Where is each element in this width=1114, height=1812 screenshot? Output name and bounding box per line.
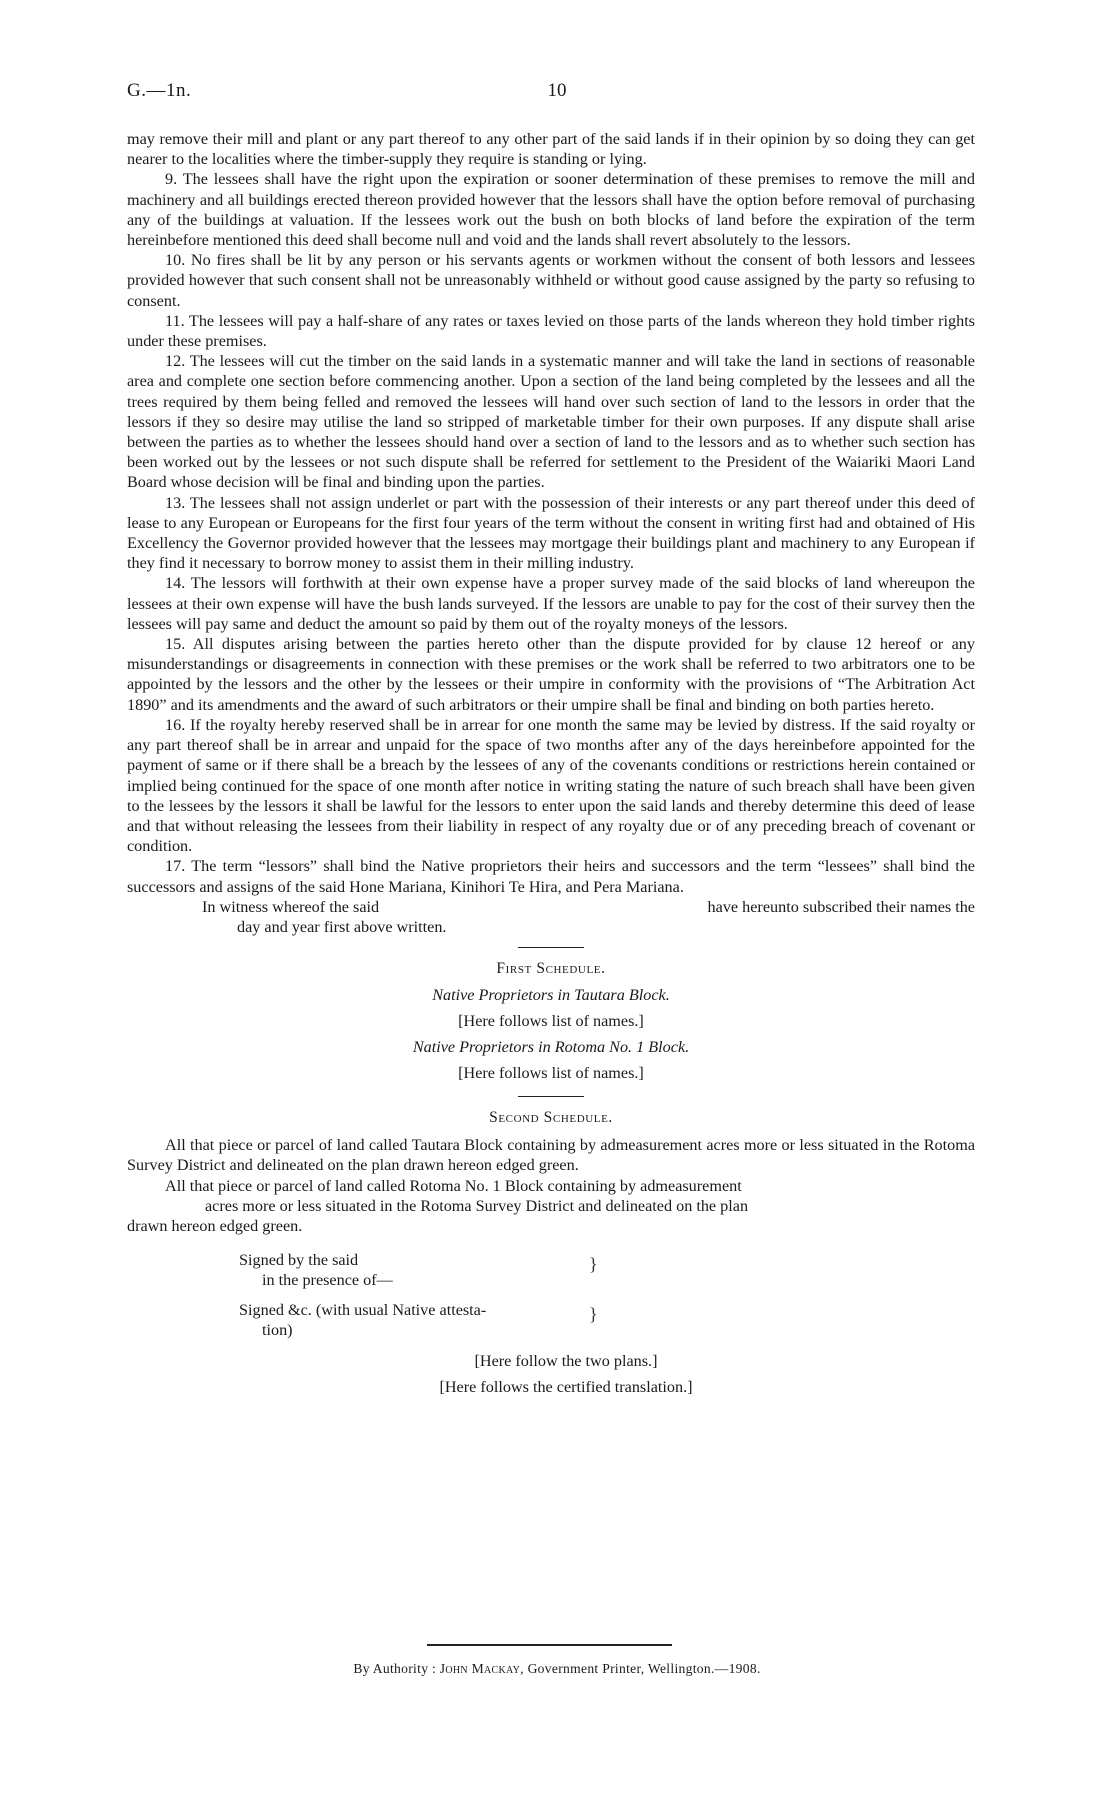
clause-9: 9. The lessees shall have the right upon the expiration or sooner determination of these premises to remove the mill and machinery and all buildings erected thereon provided however that the lessors shall have the option before removal of purchasing any of the buildings at valuation. If the lessees work out the bush on both blocks of land before the expiration of the term hereinbefore mentioned this deed shall become null and void and the lands shall revert absolutely to the lessors.	[127, 170, 975, 250]
divider	[518, 1096, 584, 1097]
schedule-parcel-rotoma-line-1: All that piece or parcel of land called Rotoma No. 1 Block containing by admeasurement	[165, 1176, 742, 1195]
witness-clause	[127, 897, 975, 937]
second-schedule-title: Second Schedule.	[489, 1109, 613, 1127]
attestation-line: tion)	[262, 1321, 293, 1340]
clause-15: 15. All disputes arising between the parties hereto other than the dispute provided for by clause 12 hereof or any misunderstandings or disagreements in connection with these premises or the work shall be referred to two arbitrators one to be appointed by the lessors and the other by the lessees or their umpire in conformity with the provisions of “The Arbitration Act 1890” and its amendments and the award of such arbitrators or their umpire shall be final and binding on both parties hereto.	[127, 635, 975, 714]
presence-line: in the presence of—	[262, 1271, 393, 1290]
divider	[518, 947, 584, 948]
schedule-parcel-rotoma-line-2: acres more or less situated in the Rotoma Survey District and delineated on the plan	[205, 1196, 749, 1215]
plans-note: [Here follow the two plans.]	[474, 1352, 658, 1371]
page-number: 10	[547, 80, 567, 101]
footer-divider	[427, 1644, 672, 1646]
schedule-parcel-rotoma-line-3: drawn hereon edged green.	[127, 1216, 303, 1235]
witness-left: In witness whereof the said	[202, 897, 380, 916]
document-body	[127, 129, 975, 1400]
clause-10: 10. No fires shall be lit by any person or his servants agents or workmen without the consent of both lessors and lessees provided however that such consent shall not be unreasonably withheld or without good cause assigned by the party so refusing to consent.	[127, 251, 975, 310]
brace-mark: }	[589, 1304, 598, 1325]
imprint-prefix: By Authority :	[353, 1661, 437, 1676]
brace-mark: }	[589, 1254, 598, 1275]
first-schedule-title: First Schedule.	[496, 960, 606, 978]
witness-line-2: day and year first above written.	[237, 917, 447, 936]
signature-block	[127, 1248, 975, 1348]
witness-right: have hereunto subscribed their names the	[707, 897, 975, 916]
schedule-follows-1: [Here follows list of names.]	[458, 1012, 644, 1031]
schedule-follows-2: [Here follows list of names.]	[458, 1064, 644, 1083]
clause-14: 14. The lessors will forthwith at their own expense have a proper survey made of the said blocks of land whereupon the lessees at their own expense will have the bush lands surveyed. If the lessors are unable to pay for the cost of their survey then the lessees will pay same and deduct the amount so paid by them out of the royalty moneys of the lessors.	[127, 574, 975, 633]
imprint-suffix: Government Printer, Wellington.—1908.	[527, 1661, 761, 1676]
document-code: G.—1n.	[127, 80, 192, 101]
clause-12: 12. The lessees will cut the timber on the said lands in a systematic manner and will take the land in sections of reasonable area and complete one section before commencing another. Upon a section of the land being completed by the lessees and all the trees required by them being felled and removed the lessees will hand over such section of land to the lessors in order that the lessors if they so desire may utilise the land so stripped of marketable timber for their own purposes. If any dispute shall arise between the parties as to whether the lessees should hand over a section of land to the lessors and as to whether such section has been worked out by the lessees or not such dispute shall be referred for settlement to the President of the Waiariki Maori Land Board whose decision will be final and binding upon the parties.	[127, 352, 975, 492]
printer-name: John Mackay,	[439, 1661, 524, 1676]
paragraph-continuation: may remove their mill and plant or any part thereof to any other part of the said lands if in their opinion by so doing they can get nearer to the localities where the timber-supply they require is standing or lying.	[127, 130, 975, 169]
clause-17: 17. The term “lessors” shall bind the Native proprietors their heirs and successors and the term “lessees” shall bind the successors and assigns of the said Hone Mariana, Kinihori Te Hira, and Pera Mariana.	[127, 857, 975, 896]
schedule-block-tautara: Native Proprietors in Tautara Block.	[432, 986, 670, 1005]
second-schedule-text	[127, 1135, 975, 1236]
translation-note: [Here follows the certified translation.]	[439, 1378, 693, 1397]
schedule-block-rotoma: Native Proprietors in Rotoma No. 1 Block.	[412, 1038, 690, 1057]
clause-16: 16. If the royalty hereby reserved shall be in arrear for one month the same may be levied by distress. If the said royalty or any part thereof shall be in arrear and unpaid for the space of two months after any of the days hereinbefore appointed for the payment of same or if there shall be a breach by the lessees of any of the covenants conditions or restrictions herein contained or implied being continued for the space of one month after notice in writing stating the nature of such breach shall have been given to the lessees by the lessors it shall be lawful for the lessors to enter upon the said lands and thereby determine this deed of lease and that without releasing the lessees from their liability in respect of any royalty due or of any preceding breach of covenant or condition.	[127, 715, 975, 856]
signed-native-line: Signed &c. (with usual Native attesta-	[239, 1301, 487, 1320]
page-header	[127, 80, 987, 106]
schedule-parcel-tautara: All that piece or parcel of land called Tautara Block containing by admeasurement acres more or less situated in the Rotoma Survey District and delineated on the plan drawn hereon edged green.	[127, 1136, 975, 1175]
signed-by-line: Signed by the said	[239, 1251, 359, 1270]
printer-imprint	[0, 1661, 1114, 1677]
clause-13: 13. The lessees shall not assign underlet or part with the possession of their interests or any part thereof under this deed of lease to any European or Europeans for the first four years of the term without the consent in writing first had and obtained of His Excellency the Governor provided however that the lessees may mortgage their buildings plant and machinery to any European if they find it necessary to borrow money to assist them in their milling industry.	[127, 493, 975, 573]
clause-11: 11. The lessees will pay a half-share of any rates or taxes levied on those parts of the lands whereon they hold timber rights under these premises.	[127, 311, 975, 351]
